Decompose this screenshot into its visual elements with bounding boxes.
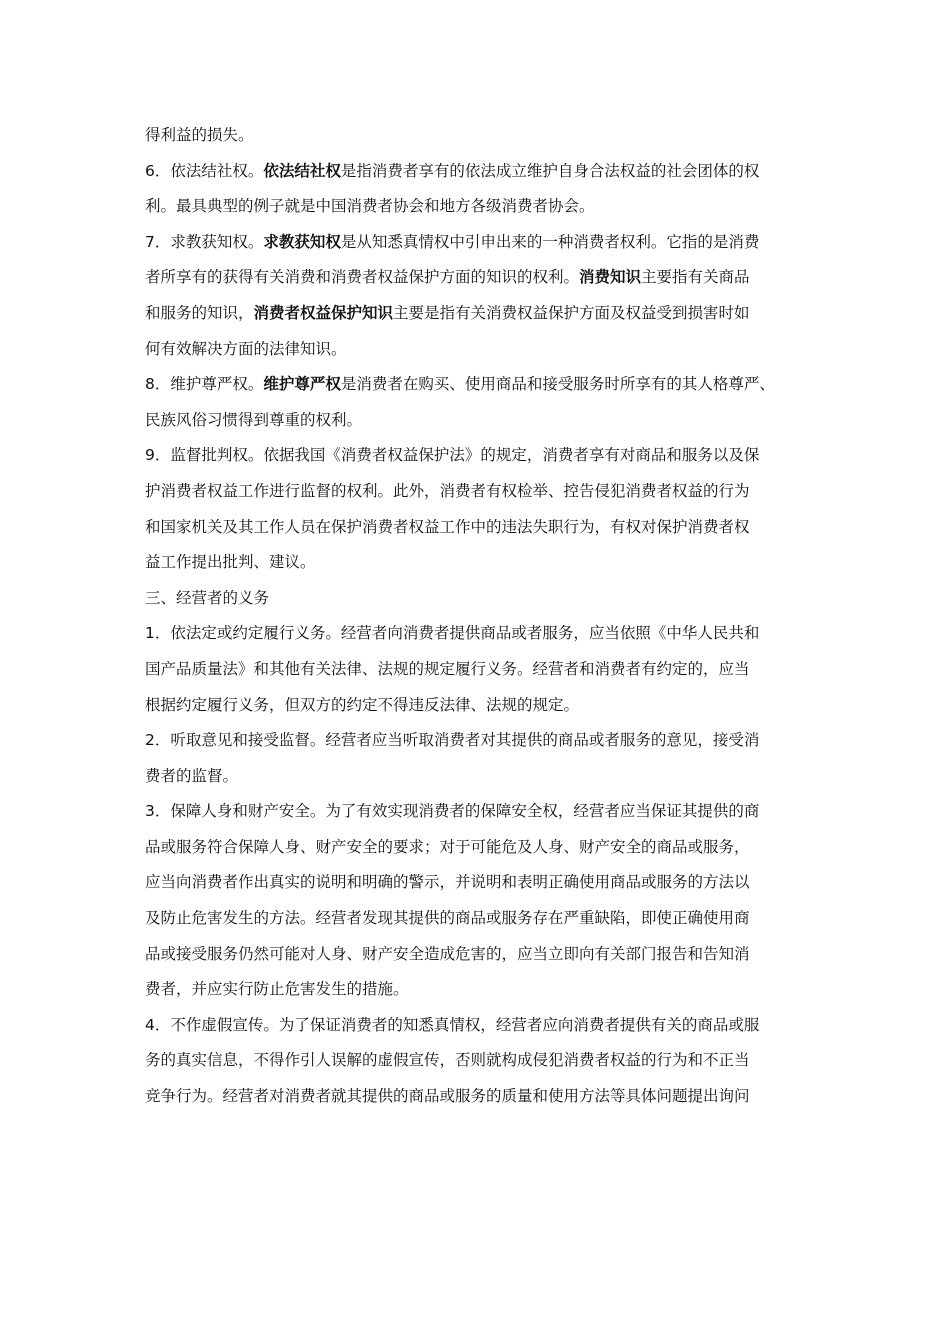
text-segment: 和服务的知识，: [145, 303, 254, 322]
text-line: [145, 118, 820, 154]
text-segment: 护消费者权益工作进行监督的权利。此外，消费者有权检举、控告侵犯消费者权益的行为: [145, 481, 750, 500]
text-segment: 费者，并应实行防止危害发生的措施。: [145, 980, 409, 999]
text-line: [145, 332, 820, 368]
text-segment: 9．监督批判权。依据我国《消费者权益保护法》的规定，消费者享有对商品和服务以及保: [145, 446, 760, 465]
bold-term: 求教获知权: [263, 232, 341, 251]
text-line: [145, 1008, 820, 1044]
bold-term: 依法结社权: [263, 161, 341, 180]
text-line: [145, 759, 820, 795]
text-line: [145, 545, 820, 581]
text-segment: 及防止危害发生的方法。经营者发现其提供的商品或服务存在严重缺陷，即使正确使用商: [145, 909, 750, 928]
text-segment: 根据约定履行义务，但双方的约定不得违反法律、法规的规定。: [145, 695, 580, 714]
text-line: [145, 652, 820, 688]
text-segment: 是指消费者享有的依法成立维护自身合法权益的社会团体的权: [340, 161, 760, 180]
text-line: [145, 688, 820, 724]
text-line: [145, 830, 820, 866]
text-segment: 品或服务符合保障人身、财产安全的要求；对于可能危及人身、财产安全的商品或服务，: [145, 837, 750, 856]
text-line: [145, 225, 820, 261]
text-segment: 民族风俗习惯得到尊重的权利。: [145, 410, 363, 429]
bold-term: 维护尊严权: [263, 375, 341, 394]
text-segment: 是从知悉真情权中引申出来的一种消费者权利。它指的是消费: [340, 232, 760, 251]
text-line: [145, 367, 820, 403]
text-line: [145, 474, 820, 510]
text-line: [145, 901, 820, 937]
text-segment: 务的真实信息，不得作引人误解的虚假宣传，否则就构成侵犯消费者权益的行为和不正当: [145, 1051, 750, 1070]
text-line: [145, 438, 820, 474]
bold-term: 消费者权益保护知识: [253, 303, 394, 322]
text-line: [145, 510, 820, 546]
text-line: [145, 794, 820, 830]
text-line: [145, 403, 820, 439]
text-segment: 益工作提出批判、建议。: [145, 553, 316, 572]
text-line: [145, 154, 820, 190]
text-segment: 者所享有的获得有关消费和消费者权益保护方面的知识的权利。: [145, 268, 580, 287]
text-segment: 三、经营者的义务: [145, 588, 270, 607]
text-line: [145, 296, 820, 332]
text-segment: 品或接受服务仍然可能对人身、财产安全造成危害的，应当立即向有关部门报告和告知消: [145, 944, 750, 963]
text-segment: 主要是指有关消费权益保护方面及权益受到损害时如: [393, 303, 750, 322]
text-line: [145, 723, 820, 759]
text-line: [145, 1043, 820, 1079]
text-segment: 和国家机关及其工作人员在保护消费者权益工作中的违法失职行为，有权对保护消费者权: [145, 517, 750, 536]
text-segment: 竞争行为。经营者对消费者就其提供的商品或服务的质量和使用方法等具体问题提出询问: [145, 1087, 750, 1106]
text-segment: 何有效解决方面的法律知识。: [145, 339, 347, 358]
text-segment: 国产品质量法》和其他有关法律、法规的规定履行义务。经营者和消费者有约定的，应当: [145, 659, 750, 678]
text-segment: 主要指有关商品: [641, 268, 750, 287]
text-line: [145, 581, 820, 617]
text-segment: 3．保障人身和财产安全。为了有效实现消费者的保障安全权，经营者应当保证其提供的商: [145, 802, 760, 821]
text-segment: 7．求教获知权。: [145, 232, 264, 251]
text-line: [145, 972, 820, 1008]
text-segment: 得利益的损失。: [145, 126, 254, 144]
text-segment: 6．依法结社权。: [145, 161, 264, 180]
text-segment: 1．依法定或约定履行义务。经营者向消费者提供商品或者服务，应当依照《中华人民共和: [145, 624, 760, 643]
text-line: [145, 189, 820, 225]
bold-term: 消费知识: [579, 268, 642, 287]
text-segment: 2．听取意见和接受监督。经营者应当听取消费者对其提供的商品或者服务的意见，接受消: [145, 731, 760, 750]
text-segment: 利。最具典型的例子就是中国消费者协会和地方各级消费者协会。: [145, 197, 595, 216]
text-line: [145, 937, 820, 973]
text-line: [145, 260, 820, 296]
text-line: [145, 616, 820, 652]
text-segment: 4．不作虚假宣传。为了保证消费者的知悉真情权，经营者应向消费者提供有关的商品或服: [145, 1015, 760, 1034]
text-segment: 是消费者在购买、使用商品和接受服务时所享有的其人格尊严、: [340, 375, 775, 394]
text-segment: 费者的监督。: [145, 766, 239, 785]
text-segment: 应当向消费者作出真实的说明和明确的警示，并说明和表明正确使用商品或服务的方法以: [145, 873, 750, 892]
text-segment: 8．维护尊严权。: [145, 375, 264, 394]
text-line: [145, 865, 820, 901]
document-body: [145, 118, 820, 1115]
text-line: [145, 1079, 820, 1115]
